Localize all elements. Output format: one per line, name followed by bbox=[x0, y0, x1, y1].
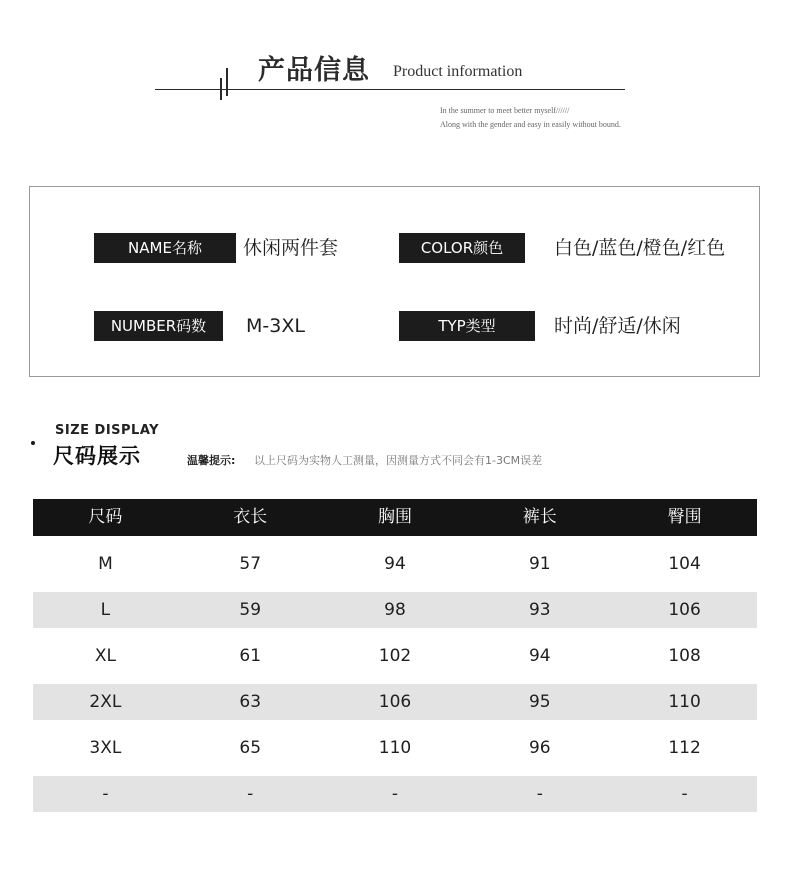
table-cell: 57 bbox=[239, 554, 262, 574]
table-cell: 106 bbox=[378, 692, 412, 712]
table-cell: - bbox=[102, 784, 109, 804]
table-row bbox=[33, 684, 757, 720]
table-row bbox=[33, 546, 757, 582]
table-cell: 98 bbox=[384, 600, 406, 620]
table-cell: 110 bbox=[668, 692, 701, 712]
table-row bbox=[33, 638, 757, 674]
table-row bbox=[33, 730, 757, 766]
table-cell: 95 bbox=[528, 692, 551, 712]
type-label: TYP类型 bbox=[399, 311, 535, 341]
table-cell: M bbox=[98, 554, 113, 574]
table-cell: 65 bbox=[239, 738, 262, 758]
table-cell: 96 bbox=[528, 738, 551, 758]
table-header-cell: 胸围 bbox=[377, 507, 412, 527]
table-cell: - bbox=[247, 784, 254, 804]
table-cell: 108 bbox=[668, 646, 701, 666]
tip-text: 以上尺码为实物人工测量，因测量方式不同会有1-3CM误差 bbox=[254, 454, 543, 467]
table-cell: 112 bbox=[668, 738, 701, 758]
table-header-row bbox=[33, 499, 757, 536]
table-header-cell: 裤长 bbox=[522, 507, 557, 527]
header-tagline-1: In the summer to meet better myself////// bbox=[440, 106, 570, 115]
header-tick-left bbox=[220, 78, 222, 100]
table-cell: 93 bbox=[528, 600, 551, 620]
table-cell: 94 bbox=[528, 646, 551, 666]
color-label: COLOR颜色 bbox=[399, 233, 525, 263]
table-cell: - bbox=[681, 784, 688, 804]
table-cell: XL bbox=[94, 646, 116, 666]
tip-label: 温馨提示: bbox=[187, 454, 236, 467]
color-value: 白色/蓝色/橙色/红色 bbox=[554, 237, 726, 259]
table-header-cell: 衣长 bbox=[233, 507, 268, 527]
table-cell: 3XL bbox=[89, 738, 122, 758]
size-table bbox=[33, 499, 757, 812]
table-header-cell: 尺码 bbox=[88, 507, 123, 527]
number-value: M-3XL bbox=[246, 315, 305, 337]
page-title: 产品信息 bbox=[258, 55, 370, 86]
table-cell: - bbox=[391, 784, 399, 804]
table-cell: 104 bbox=[668, 554, 701, 574]
table-cell: - bbox=[536, 784, 543, 804]
table-cell: 110 bbox=[378, 738, 412, 758]
type-value: 时尚/舒适/休闲 bbox=[554, 315, 681, 337]
table-row bbox=[33, 592, 757, 628]
header-tick-right bbox=[226, 68, 228, 96]
header-tagline-2: Along with the gender and easy in easily without bound. bbox=[440, 120, 621, 129]
size-display-title: 尺码展示 bbox=[53, 444, 141, 468]
table-cell: 2XL bbox=[89, 692, 122, 712]
table-header-cell: 臀围 bbox=[667, 507, 702, 527]
name-value: 休闲两件套 bbox=[243, 237, 339, 259]
size-display-title-english: SIZE DISPLAY bbox=[55, 423, 160, 438]
table-cell: 59 bbox=[239, 600, 262, 620]
table-cell: 63 bbox=[239, 692, 262, 712]
product-info-box bbox=[29, 186, 760, 377]
name-label: NAME名称 bbox=[94, 233, 236, 263]
table-cell: 61 bbox=[239, 646, 262, 666]
table-cell: 94 bbox=[384, 554, 406, 574]
number-label: NUMBER码数 bbox=[94, 311, 223, 341]
table-cell: 91 bbox=[528, 554, 551, 574]
table-row bbox=[33, 776, 757, 812]
page-title-english: Product information bbox=[393, 63, 523, 80]
bullet-dot bbox=[31, 441, 35, 445]
table-cell: 102 bbox=[378, 646, 412, 666]
table-cell: 106 bbox=[668, 600, 701, 620]
table-cell: L bbox=[100, 600, 111, 620]
